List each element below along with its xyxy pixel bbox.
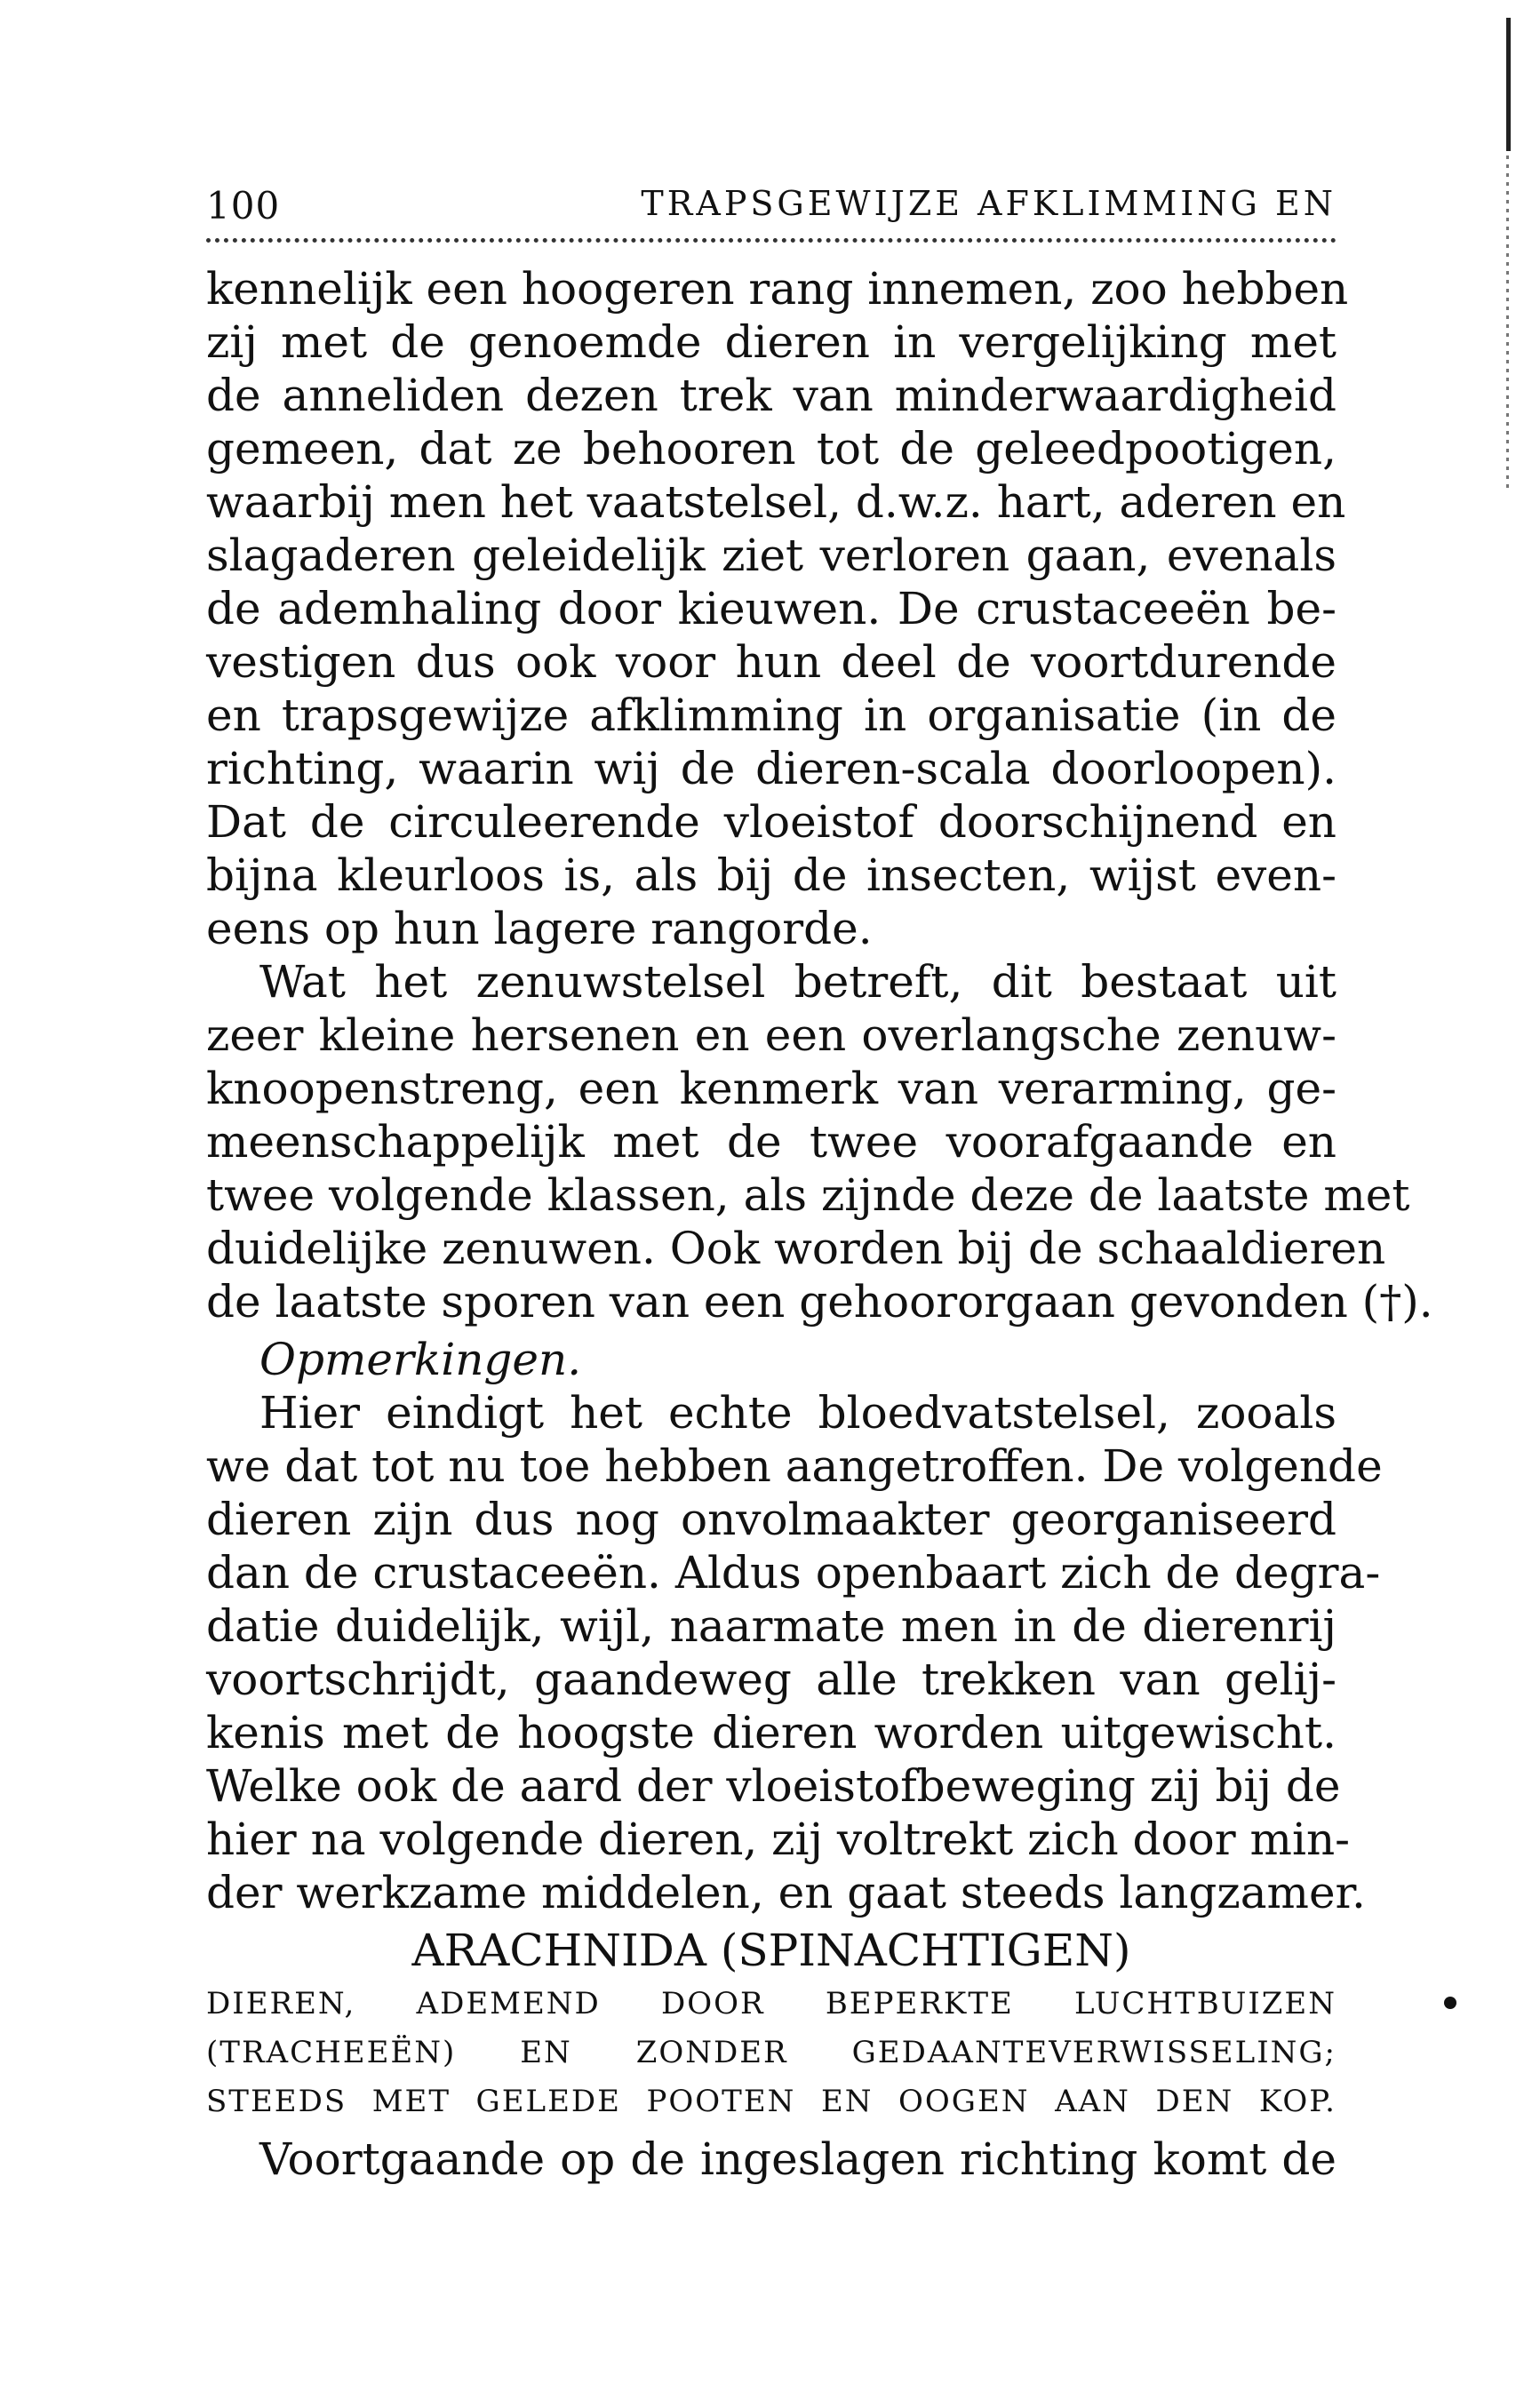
text-line: der werkzame middelen, en gaat steeds langzamer. bbox=[206, 1867, 1366, 1918]
text-line: datie duidelijk, wijl, naarmate men in de dierenrij bbox=[206, 1600, 1336, 1652]
text-line: duidelijke zenuwen. Ook worden bij de schaaldieren bbox=[206, 1223, 1386, 1274]
text-line: voortschrijdt, gaandeweg alle trekken van gelij- bbox=[206, 1654, 1336, 1705]
text-line: kennelijk een hoogeren rang innemen, zoo hebben bbox=[206, 263, 1349, 315]
binding-mark-dotted bbox=[1506, 155, 1509, 493]
text-line: gemeen, dat ze behooren tot de geleedpootigen, bbox=[206, 423, 1336, 474]
text-line: Wat het zenuwstelsel betreft, dit bestaat uit bbox=[259, 956, 1336, 1008]
margin-dot bbox=[1444, 1997, 1456, 2009]
text-line: Voortgaande op de ingeslagen richting komt de bbox=[259, 2133, 1336, 2185]
text-line: we dat tot nu toe hebben aangetroffen. De volgende bbox=[206, 1440, 1383, 1492]
text-line: dan de crustaceeën. Aldus openbaart zich de degra- bbox=[206, 1547, 1381, 1599]
text-line: twee volgende klassen, als zijnde deze de laatste met bbox=[206, 1169, 1410, 1221]
text-line: hier na volgende dieren, zij voltrekt zich door min- bbox=[206, 1814, 1351, 1865]
text-line: knoopenstreng, een kenmerk van verarming, ge- bbox=[206, 1063, 1336, 1114]
page-edge-shadow bbox=[1496, 0, 1516, 498]
text-line: zij met de genoemde dieren in vergelijking met bbox=[206, 316, 1336, 368]
section-subtitle-line: DIEREN, ADEMEND DOOR BEPERKTE LUCHTBUIZEN bbox=[206, 1986, 1336, 2021]
remarks-heading: Opmerkingen. bbox=[259, 1334, 582, 1385]
section-subtitle-line: STEEDS MET GELEDE POOTEN EN OOGEN AAN DEN KOP. bbox=[206, 2084, 1336, 2119]
text-line: bijna kleurloos is, als bij de insecten, wijst even- bbox=[206, 849, 1336, 901]
text-line: slagaderen geleidelijk ziet verloren gaan, evenals bbox=[206, 530, 1336, 581]
text-line: dieren zijn dus nog onvolmaakter georganiseerd bbox=[206, 1494, 1336, 1545]
binding-mark bbox=[1506, 18, 1511, 151]
text-line: de laatste sporen van een gehoororgaan gevonden (†). bbox=[206, 1276, 1433, 1328]
text-line: en trapsgewijze afklimming in organisatie (in de bbox=[206, 690, 1336, 741]
text-line: vestigen dus ook voor hun deel de voortdurende bbox=[206, 636, 1336, 688]
text-line: Hier eindigt het echte bloedvatstelsel, zooals bbox=[259, 1387, 1336, 1439]
text-line: richting, waarin wij de dieren-scala doorloopen). bbox=[206, 743, 1336, 794]
section-title: ARACHNIDA (SPINACHTIGEN) bbox=[411, 1925, 1131, 1976]
text-line: de anneliden dezen trek van minderwaardigheid bbox=[206, 370, 1336, 421]
text-line: kenis met de hoogste dieren worden uitgewischt. bbox=[206, 1707, 1336, 1758]
text-line: waarbij men het vaatstelsel, d.w.z. hart, aderen en bbox=[206, 476, 1346, 528]
header-rule bbox=[206, 238, 1336, 243]
running-title: TRAPSGEWIJZE AFKLIMMING EN bbox=[641, 184, 1336, 223]
text-line: Welke ook de aard der vloeistofbeweging zij bij de bbox=[206, 1760, 1341, 1812]
text-line: zeer kleine hersenen en een overlangsche zenuw- bbox=[206, 1009, 1336, 1061]
text-line: de ademhaling door kieuwen. De crustaceeën be- bbox=[206, 583, 1336, 634]
page-number: 100 bbox=[206, 184, 281, 227]
text-line: eens op hun lagere rangorde. bbox=[206, 903, 873, 954]
text-line: Dat de circuleerende vloeistof doorschijnend en bbox=[206, 796, 1336, 848]
page-header bbox=[206, 184, 1336, 228]
section-subtitle-line: (TRACHEEËN) EN ZONDER GEDAANTEVERWISSELING; bbox=[206, 2035, 1336, 2070]
text-line: meenschappelijk met de twee voorafgaande en bbox=[206, 1116, 1336, 1168]
